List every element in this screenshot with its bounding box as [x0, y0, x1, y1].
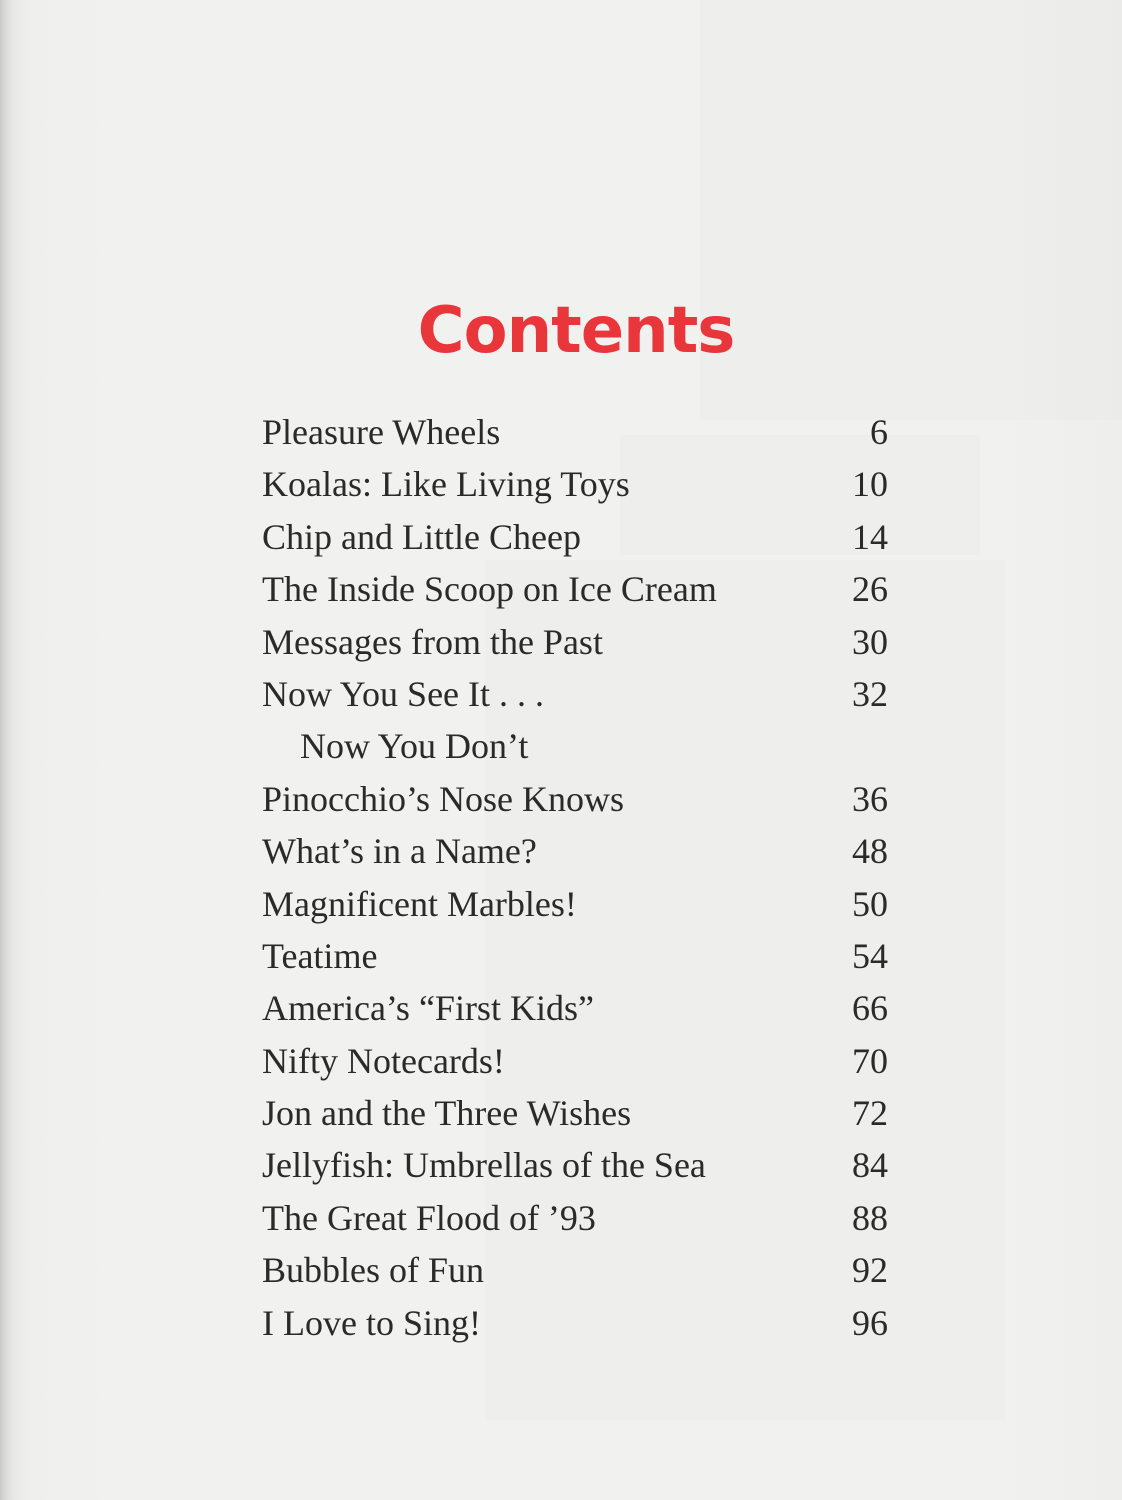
entry-title: What’s in a Name?	[262, 831, 537, 872]
list-item	[262, 773, 888, 825]
entry-title-continued: Now You Don’t	[300, 726, 529, 767]
entry-page-number: 30	[852, 621, 888, 662]
entry-page-number: 92	[852, 1250, 888, 1291]
entry-title: Jon and the Three Wishes	[262, 1093, 632, 1134]
list-item	[262, 668, 888, 773]
list-item	[262, 563, 888, 615]
entry-title: Bubbles of Fun	[262, 1250, 485, 1291]
list-item	[262, 930, 888, 982]
entry-title: Jellyfish: Umbrellas of the Sea	[262, 1145, 706, 1186]
list-item	[262, 616, 888, 668]
entry-page-number: 54	[852, 935, 888, 976]
entry-title: Pleasure Wheels	[262, 412, 501, 452]
entry-page-number: 70	[852, 1040, 888, 1081]
entry-title: I Love to Sing!	[262, 1302, 481, 1343]
entry-title: Now You See It . . .	[262, 673, 545, 714]
entry-title: America’s “First Kids”	[262, 988, 594, 1029]
entry-page-number: 10	[852, 464, 888, 505]
entry-page-number: 48	[852, 831, 888, 872]
list-item	[262, 982, 888, 1034]
entry-page-number: 36	[852, 778, 888, 819]
list-item	[262, 1035, 888, 1087]
entry-page-number: 88	[852, 1197, 888, 1238]
entry-page-number: 14	[852, 516, 888, 557]
list-item	[262, 1297, 888, 1349]
entry-title: Teatime	[262, 935, 378, 976]
entry-title: Messages from the Past	[262, 621, 603, 662]
entry-page-number: 50	[852, 883, 888, 924]
list-item	[262, 406, 888, 458]
entry-page-number: 66	[852, 988, 888, 1029]
page-title: Contents	[417, 293, 735, 368]
entry-page-number: 84	[852, 1145, 888, 1186]
list-item	[262, 1087, 888, 1139]
list-item	[262, 1244, 888, 1296]
entry-title: The Great Flood of ’93	[262, 1197, 596, 1238]
list-item	[262, 1192, 888, 1244]
list-item	[262, 511, 888, 563]
entry-title: Chip and Little Cheep	[262, 516, 581, 557]
entry-page-number: 96	[852, 1302, 888, 1343]
entry-title: Nifty Notecards!	[262, 1040, 505, 1081]
entry-page-number: 26	[852, 569, 888, 610]
entry-title: Koalas: Like Living Toys	[262, 464, 630, 505]
entry-title: The Inside Scoop on Ice Cream	[262, 569, 717, 610]
entry-title: Pinocchio’s Nose Knows	[262, 778, 624, 819]
entry-page-number: 72	[852, 1093, 888, 1134]
contents-list	[262, 406, 888, 1349]
entry-title: Magnificent Marbles!	[262, 883, 577, 924]
list-item	[262, 1139, 888, 1191]
entry-page-number: 32	[852, 673, 888, 714]
list-item	[262, 458, 888, 510]
entry-page-number: 6	[870, 412, 888, 452]
list-item	[262, 878, 888, 930]
list-item	[262, 825, 888, 877]
